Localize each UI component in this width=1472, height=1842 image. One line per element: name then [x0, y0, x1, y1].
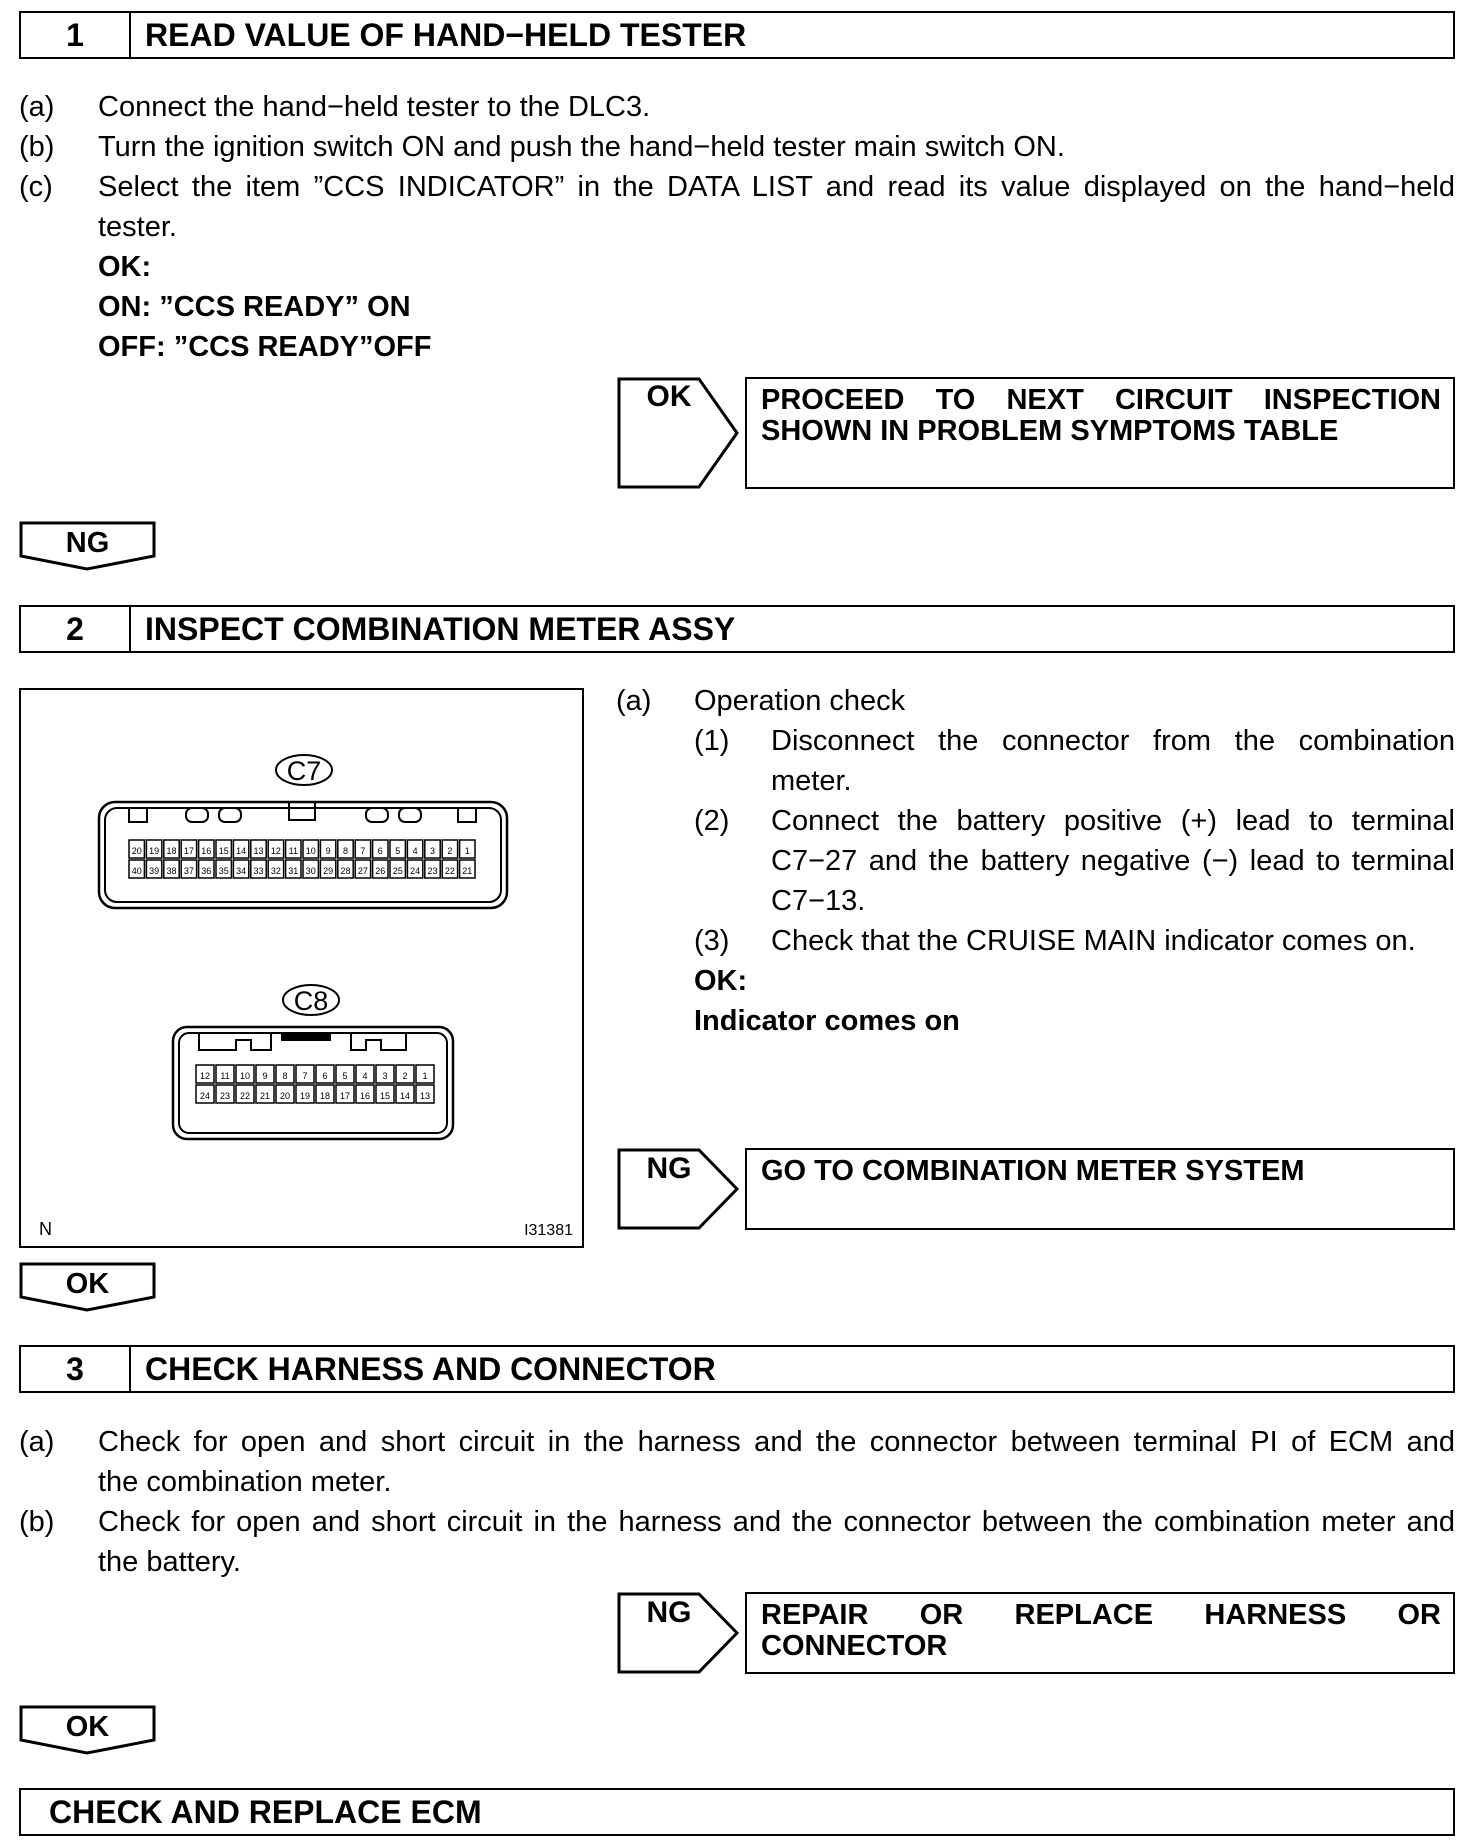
connector-pin-number: 23 [427, 866, 438, 876]
step-title: CHECK HARNESS AND CONNECTOR [145, 1351, 716, 1387]
connector-pin-number: 28 [340, 866, 351, 876]
spec-value: Indicator comes on [694, 1005, 960, 1037]
spec-value: OFF: ”CCS READY”OFF [98, 331, 432, 363]
step-2-header [19, 605, 1455, 653]
connector-pin-number: 9 [262, 1071, 268, 1081]
connector-pin-number: 15 [379, 1091, 391, 1101]
connector-pin-number: 4 [412, 846, 418, 856]
branch-arrow-ng [617, 1148, 742, 1230]
result-text-line: CONNECTOR [761, 1630, 948, 1662]
result-text-line: SHOWN IN PROBLEM SYMPTOMS TABLE [761, 415, 1339, 447]
connector-pin-number: 34 [236, 866, 247, 876]
ok-flow-tag [19, 1705, 159, 1757]
connector-pin-number: 17 [183, 846, 194, 856]
connector-pin-number: 27 [357, 866, 368, 876]
connector-pin-number: 24 [199, 1091, 211, 1101]
spec-label: OK: [694, 965, 748, 997]
tag-label: OK [65, 1268, 110, 1300]
connector-pin-number: 6 [377, 846, 383, 856]
instruction-text: Connect the hand−held tester to the DLC3. [98, 91, 651, 123]
connector-pin-number: 32 [270, 866, 281, 876]
connector-pin-number: 15 [218, 846, 229, 856]
connector-label-c7: C7 [286, 756, 322, 786]
connector-pin-number: 6 [322, 1071, 328, 1081]
connector-pin-number: 12 [270, 846, 281, 856]
step-number: 1 [21, 13, 131, 57]
branch-label: NG [646, 1152, 692, 1185]
connector-pin-number: 2 [402, 1071, 408, 1081]
result-text [761, 385, 1441, 447]
figure-corner-label: N [39, 1219, 52, 1239]
step-title: INSPECT COMBINATION METER ASSY [145, 611, 736, 647]
connector-pin-number: 11 [288, 846, 298, 856]
substep-marker: (3) [694, 925, 730, 957]
item-marker: (b) [19, 1506, 55, 1538]
connector-pin-number: 31 [288, 866, 299, 876]
instruction-text-continued: the combination meter. [98, 1466, 392, 1498]
connector-pin-number: 7 [360, 846, 366, 856]
connector-pin-number: 20 [131, 846, 142, 856]
item-marker: (a) [19, 1426, 55, 1458]
step-title: CHECK AND REPLACE ECM [49, 1794, 482, 1830]
instruction-text: Check for open and short circuit in the harness and the connector between terminal PI of ECM and [98, 1426, 1455, 1458]
connector-pin-number: 14 [236, 846, 247, 856]
connector-figure [19, 688, 584, 1248]
tag-label: OK [65, 1711, 110, 1743]
tag-label: NG [65, 527, 110, 559]
connector-pin-number: 20 [279, 1091, 291, 1101]
connector-pin-number: 29 [323, 866, 334, 876]
item-marker: (a) [616, 685, 652, 717]
item-marker: (b) [19, 131, 55, 163]
figure-id: I31381 [524, 1222, 573, 1239]
substep-text: Connect the battery positive (+) lead to terminal [771, 805, 1455, 837]
instruction-text: Check for open and short circuit in the harness and the connector between the combination meter and [98, 1506, 1455, 1538]
instruction-text: Select the item ”CCS INDICATOR” in the DATA LIST and read its value displayed on the hand−held [98, 171, 1455, 203]
branch-label: OK [646, 380, 692, 413]
substep-text-continued: C7−13. [771, 885, 866, 917]
connector-pin-number: 23 [219, 1091, 231, 1101]
connector-pin-number: 37 [183, 866, 194, 876]
connector-pin-number: 12 [199, 1071, 211, 1081]
connector-pin-number: 36 [201, 866, 212, 876]
connector-diagram [21, 690, 582, 1246]
connector-label-c8: C8 [293, 986, 329, 1016]
connector-pin-number: 21 [462, 866, 473, 876]
spec-value: ON: ”CCS READY” ON [98, 291, 411, 323]
connector-pin-number: 9 [325, 846, 331, 856]
substep-marker: (2) [694, 805, 730, 837]
connector-pin-number: 38 [166, 866, 177, 876]
result-text [761, 1600, 1441, 1662]
result-text-line: GO TO COMBINATION METER SYSTEM [761, 1155, 1305, 1187]
step-1-header [19, 11, 1455, 59]
connector-pin-number: 5 [395, 846, 401, 856]
substep-text: Disconnect the connector from the combination [771, 725, 1455, 757]
final-step-header [19, 1788, 1455, 1836]
connector-pin-number: 8 [342, 846, 349, 856]
connector-pin-number: 21 [259, 1091, 271, 1101]
branch-arrow-ok [617, 377, 742, 489]
item-marker: (c) [19, 171, 53, 203]
ng-flow-tag [19, 521, 159, 573]
connector-pin-number: 13 [419, 1091, 431, 1101]
connector-pin-number: 19 [299, 1091, 311, 1101]
connector-pin-number: 26 [375, 866, 386, 876]
connector-pin-number: 25 [392, 866, 403, 876]
result-box [745, 1592, 1455, 1674]
step-3-header [19, 1345, 1455, 1393]
result-text-line: PROCEED TO NEXT CIRCUIT INSPECTION [761, 384, 1441, 416]
step-title: READ VALUE OF HAND−HELD TESTER [145, 17, 747, 53]
step-number: 3 [21, 1347, 131, 1391]
branch-label: NG [646, 1596, 692, 1629]
connector-pin-number: 30 [305, 866, 316, 876]
connector-pin-number: 10 [239, 1071, 251, 1081]
branch-arrow-ng [617, 1592, 742, 1674]
check-title: Operation check [694, 685, 906, 717]
connector-pin-number: 17 [339, 1091, 351, 1101]
connector-pin-number: 16 [201, 846, 212, 856]
connector-pin-number: 10 [305, 846, 316, 856]
connector-pin-number: 18 [319, 1091, 331, 1101]
connector-pin-number: 3 [429, 846, 436, 856]
result-text-line: REPAIR OR REPLACE HARNESS OR [761, 1599, 1441, 1631]
result-box [745, 1148, 1455, 1230]
connector-pin-number: 39 [149, 866, 160, 876]
connector-pin-number: 7 [302, 1071, 308, 1081]
connector-pin-number: 13 [253, 846, 264, 856]
connector-pin-number: 14 [399, 1091, 411, 1101]
instruction-text: Turn the ignition switch ON and push the hand−held tester main switch ON. [98, 131, 1065, 163]
connector-pin-number: 2 [447, 846, 453, 856]
connector-pin-number: 1 [464, 846, 470, 856]
connector-pin-number: 22 [239, 1091, 251, 1101]
connector-pin-number: 11 [220, 1071, 230, 1081]
spec-label: OK: [98, 251, 152, 283]
connector-pin-number: 18 [166, 846, 177, 856]
connector-pin-number: 4 [362, 1071, 368, 1081]
instruction-text-continued: tester. [98, 211, 177, 243]
connector-pin-number: 1 [422, 1071, 428, 1081]
connector-pin-number: 3 [382, 1071, 388, 1081]
connector-pin-number: 22 [444, 866, 455, 876]
connector-pin-number: 8 [282, 1071, 288, 1081]
result-box [745, 377, 1455, 489]
substep-marker: (1) [694, 725, 730, 757]
connector-pin-number: 33 [253, 866, 264, 876]
connector-pin-number: 24 [410, 866, 421, 876]
instruction-text-continued: the battery. [98, 1546, 241, 1578]
substep-text-continued: meter. [771, 765, 852, 797]
connector-pin-number: 35 [218, 866, 229, 876]
substep-text: Check that the CRUISE MAIN indicator comes on. [771, 925, 1416, 957]
ok-flow-tag [19, 1262, 159, 1314]
connector-pin-number: 16 [359, 1091, 371, 1101]
item-marker: (a) [19, 91, 55, 123]
connector-pin-number: 19 [149, 846, 160, 856]
result-text [761, 1156, 1441, 1187]
connector-pin-number: 5 [342, 1071, 348, 1081]
substep-text-continued: C7−27 and the battery negative (−) lead to terminal [771, 845, 1455, 877]
step-number: 2 [21, 607, 131, 651]
connector-pin-number: 40 [131, 866, 142, 876]
